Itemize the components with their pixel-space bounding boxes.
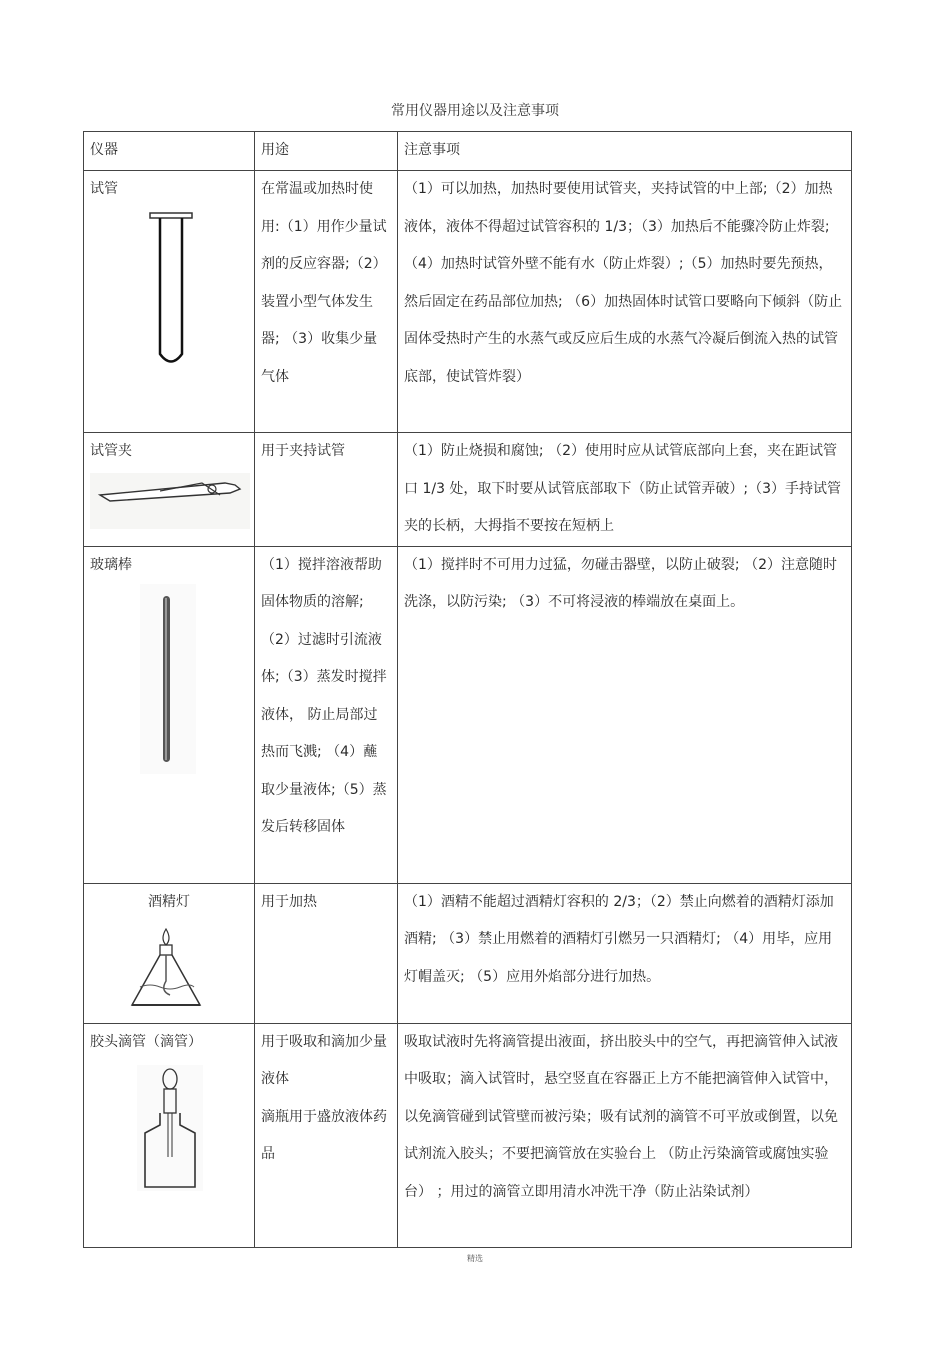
notes-cell: 吸取试液时先将滴管提出液面，挤出胶头中的空气，再把滴管伸入试液中吸取；滴入试管时，悬空竖直在容器正上方不能把滴管伸入试管中，以免滴管碰到试管壁而被污染；吸有试剂的滴管不可平放或倒置，以免试剂流入胶头；不要把滴管放在实验台上 （防止污染滴管或腐蚀实验台） ；用过的滴管立即用清水冲洗干净（防止沾染试剂） [398, 1023, 852, 1247]
table-header-row [84, 132, 852, 171]
instrument-cell [84, 1023, 255, 1247]
page-title: 常用仪器用途以及注意事项 [391, 103, 559, 119]
instrument-name: 试管夹 [90, 443, 132, 459]
use-cell: 用于加热 [255, 883, 398, 1023]
instrument-cell [84, 883, 255, 1023]
table-row [84, 546, 852, 883]
instrument-table [83, 131, 852, 1248]
glass-rod-icon [90, 584, 248, 776]
use-cell: （1）搅拌溶液帮助固体物质的溶解;（2）过滤时引流液体;（3）蒸发时搅拌液体， 防止局部过热而飞溅; （4）蘸取少量液体;（5）蒸发后转移固体 [255, 546, 398, 883]
instrument-name: 酒精灯 [148, 893, 190, 910]
table-row [84, 171, 852, 433]
instrument-name: 胶头滴管（滴管） [90, 1033, 202, 1050]
test-tube-icon [90, 209, 248, 379]
use-cell: 在常温或加热时使用:（1）用作少量试剂的反应容器;（2）装置小型气体发生器; （3）收集少量气体 [255, 171, 398, 433]
test-tube-holder-icon [90, 471, 250, 531]
header-notes: 注意事项 [398, 132, 852, 171]
notes-cell: （1）可以加热，加热时要使用试管夹，夹持试管的中上部;（2）加热液体，液体不得超过试管容积的 1/3；（3）加热后不能骤冷防止炸裂; （4）加热时试管外壁不能有水（防止炸裂）;（5）加热时要先预热，然后固定在药品部位加热; （6）加热固体时试管口要略向下倾斜（防止固体受热时产生的水蒸气或反应后生成的水蒸气冷凝后倒流入热的试管底部，使试管炸裂） [398, 171, 852, 433]
use-text-dropping-bottle: 滴瓶用于盛放液体药品 [261, 1108, 387, 1162]
instrument-cell [84, 546, 255, 883]
footer-label: 精选 [467, 1254, 483, 1263]
table-row [84, 883, 852, 1023]
dropper-bottle-icon [90, 1061, 248, 1196]
alcohol-lamp-icon [90, 921, 248, 1021]
instrument-cell [84, 433, 255, 547]
table-row [84, 433, 852, 547]
use-cell [255, 1023, 398, 1247]
instrument-cell [84, 171, 255, 433]
table-row [84, 1023, 852, 1247]
instrument-name: 试管 [90, 181, 118, 197]
header-instrument: 仪器 [84, 132, 255, 171]
instrument-name: 玻璃棒 [90, 556, 132, 573]
header-use: 用途 [255, 132, 398, 171]
notes-cell: （1）酒精不能超过酒精灯容积的 2/3；（2）禁止向燃着的酒精灯添加酒精; （3）禁止用燃着的酒精灯引燃另一只酒精灯; （4）用毕，应用灯帽盖灭; （5）应用外焰部分进行加热。 [398, 883, 852, 1023]
use-text: 用于吸取和滴加少量液体 [261, 1033, 387, 1087]
notes-cell: （1）搅拌时不可用力过猛，勿碰击器壁，以防止破裂; （2）注意随时洗涤，以防污染; （3）不可将浸液的棒端放在桌面上。 [398, 546, 852, 883]
use-cell: 用于夹持试管 [255, 433, 398, 547]
notes-cell: （1）防止烧损和腐蚀; （2）使用时应从试管底部向上套，夹在距试管口 1/3 处，取下时要从试管底部取下（防止试管弄破）;（3）手持试管夹的长柄，大拇指不要按在短柄上 [398, 433, 852, 547]
